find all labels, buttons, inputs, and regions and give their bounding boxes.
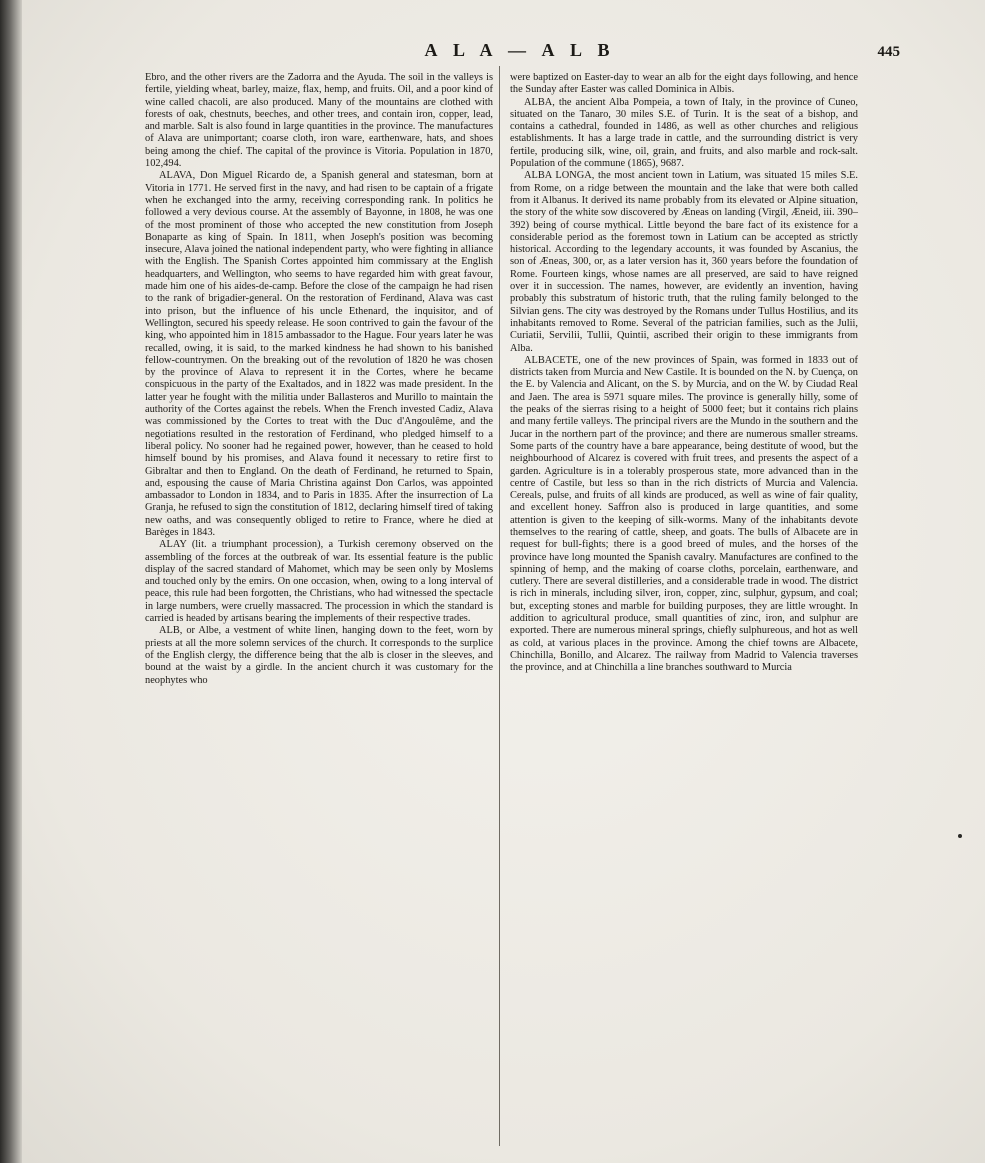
entry-albacete: ALBACETE, one of the new provinces of Spain, was formed in 1833 out of districts taken from Murcia and New Castile. It is bounded on the N. by Cuença, on the E. by Valencia and Alicant, on the S. by Murcia, and on the W. by Ciudad Real and Jaen. The area is 5971 square miles. The province is generally hilly, some of the peaks of the sierras rising to a height of 5000 feet; but it contains rich plains and many fertile valleys. The principal rivers are the Mundo in the southern and the Jucar in the northern part of the province; and there are numerous smaller streams. Some parts of the country have a bare appearance, being destitute of wood, but the neighbourhood of Alcarez is covered with fruit trees, and presents the aspect of a garden. Agriculture is in a tolerably prosperous state, more advanced than in the centre of Castile, but less so than in the rich districts of Murcia and Valencia. Cereals, pulse, and fruits of all kinds are produced, as well as wine of fair quality, and excellent honey. Saffron also is produced in large quantities, and some attention is given to the keeping of silk-worms. Many of the inhabitants devote themselves to the rearing of cattle, sheep, and goats. The bulls of Albacete are in request for bull-fights; there is a good breed of mules, and the horses of the province have long mounted the Spanish cavalry. Manufactures are confined to the spinning of hemp, and the making of coarse cloths, porcelain, earthenware, and cutlery. There are several distilleries, and a considerable trade in wood. The district is rich in minerals, including silver, iron, copper, zinc, sulphur, gypsum, and coal; but, excepting stones and marble for building purposes, they are little wrought. In addition to agricultural produce, small quantities of zinc, iron, and sulphur are exported. There are numerous mineral springs, chiefly sulphureous, and hot as well as cold, at various places in the province. Among the chief towns are Albacete, Chinchilla, Bonillo, and Alcarez. The railway from Madrid to Valencia traverses the province, and at Chinchilla a line branches southward to Murcia bbox=[510, 354, 858, 674]
left-column bbox=[145, 72, 493, 687]
binding-shadow bbox=[0, 0, 22, 1163]
paragraph-alb-cont: were baptized on Easter-day to wear an alb for the eight days following, and hence the Sunday after Easter was called Dominica in Albis. bbox=[510, 72, 858, 96]
entry-alb: ALB, or Albe, a vestment of white linen, hanging down to the feet, worn by priests at all the more solemn services of the church. It corresponds to the surplice of the English clergy, the difference being that the alb is closer in the sleeves, and bound at the waist by a girdle. In the ancient church it was customary for the neophytes who bbox=[145, 625, 493, 686]
right-column bbox=[510, 72, 858, 675]
running-head: A L A — A L B bbox=[424, 40, 616, 60]
entry-alava-miguel: ALAVA, Don Miguel Ricardo de, a Spanish general and statesman, born at Vitoria in 1771. He served first in the navy, and had risen to be captain of a frigate when he exchanged into the army, receiving corresponding rank. In politics he followed a very devious course. At the assembly of Bayonne, in 1808, he was one of the most prominent of those who accepted the new constitution from Joseph Bonaparte as king of Spain. In 1811, when Joseph's position was becoming insecure, Alava joined the national independent party, who were fighting in alliance with the English. The Spanish Cortes appointed him commissary at the English headquarters, and Wellington, who seems to have regarded him with great favour, made him one of his aides-de-camp. Before the close of the campaign he had risen to the rank of brigadier-general. On the restoration of Ferdinand, Alava was cast into prison, but the influence of his uncle Ethenard, the inquisitor, and of Wellington, secured his speedy release. He soon contrived to gain the favour of the king, who appointed him in 1815 ambassador to the Hague. Four years later he was recalled, owing, it is said, to the marked kindness he had shown to his banished fellow-countrymen. On the breaking out of the revolution of 1820 he was chosen by the province of Alava to represent it in the Cortes, where he became conspicuous in the party of the Exaltados, and in 1822 was made president. In the latter year he fought with the militia under Ballasteros and Murillo to maintain the authority of the Cortes against the rebels. When the French invested Cadiz, Alava was commissioned by the Cortes to treat with the Duc d'Angoulême, and the negotiations resulted in the restoration of Ferdinand, who pledged himself to a liberal policy. No sooner had he regained power, however, than he ceased to hold himself bound by his promises, and Alava found it necessary to retire first to Gibraltar and then to England. On the death of Ferdinand, he returned to Spain, and, espousing the cause of Maria Christina against Don Carlos, was appointed ambassador to London in 1834, and to Paris in 1835. After the insurrection of La Granja, he refused to sign the constitution of 1812, declaring himself tired of taking new oaths, and was consequently obliged to retire to France, where he died at Barèges in 1843. bbox=[145, 170, 493, 538]
paragraph-alava-province-cont: Ebro, and the other rivers are the Zadorra and the Ayuda. The soil in the valleys is fertile, yielding wheat, barley, maize, flax, hemp, and fruits. Oil, and a poor kind of wine called chacoli, are also produced. Many of the mountains are clothed with forests of oak, chestnuts, beeches, and other trees, and contain iron, copper, lead, and marble. Salt is also found in large quantities in the province. The manufactures of Alava are unimportant; coarse cloth, iron ware, earthenware, hats, and shoes being among the chief. The capital of the province is Vitoria. Population in 1870, 102,494. bbox=[145, 72, 493, 170]
entry-alay: ALAY (lit. a triumphant procession), a Turkish ceremony observed on the assembling of the forces at the outbreak of war. Its essential feature is the public display of the sacred standard of Mahomet, which may be seen only by Moslems and touched only by the emirs. On one occasion, when, owing to a long interval of peace, this rule had been forgotten, the Christians, who had witnessed the spectacle in large numbers, were cruelly massacred. The procession in which the standard is carried is headed by artisans bearing the implements of their respective trades. bbox=[145, 539, 493, 625]
page-header bbox=[140, 40, 900, 64]
page-number: 445 bbox=[877, 44, 900, 60]
column-rule bbox=[499, 66, 500, 1146]
paper-speck bbox=[958, 834, 962, 838]
entry-alba: ALBA, the ancient Alba Pompeia, a town of Italy, in the province of Cuneo, situated on the Tanaro, 30 miles S.E. of Turin. It is the seat of a bishop, and contains a cathedral, founded in 1486, as well as other churches and religious establishments. It has a large trade in cattle, and the surrounding district is very fertile, producing silk, wine, oil, grain, and fruits, and also marble and rock-salt. Population of the commune (1865), 9687. bbox=[510, 96, 858, 170]
entry-alba-longa: ALBA LONGA, the most ancient town in Latium, was situated 15 miles S.E. from Rome, on a ridge between the mountain and the lake that were both called from it Albanus. It derived its name probably from its elevated or Alpine situation, the story of the white sow discovered by Æneas on landing (Virgil, Æneid, iii. 390–392) being of course mythical. Little beyond the bare fact of its existence for a considerable period as the foremost town in Latium can be accepted as strictly historical. According to the legendary accounts, it was founded by Ascanius, the son of Æneas, 300, or, as a later version has it, 360 years before the foundation of Rome. Fourteen kings, whose names are all preserved, are said to have reigned over it in succession. The names, however, are evidently an invention, having probably this substratum of historic truth, that the ruling family belonged to the Silvian gens. The city was destroyed by the Romans under Tullus Hostilius, and its inhabitants removed to Rome. Several of the patrician families, such as the Julii, Curiatii, Servilii, Tullii, Quintii, ascribed their origin to these immigrants from Alba. bbox=[510, 170, 858, 354]
